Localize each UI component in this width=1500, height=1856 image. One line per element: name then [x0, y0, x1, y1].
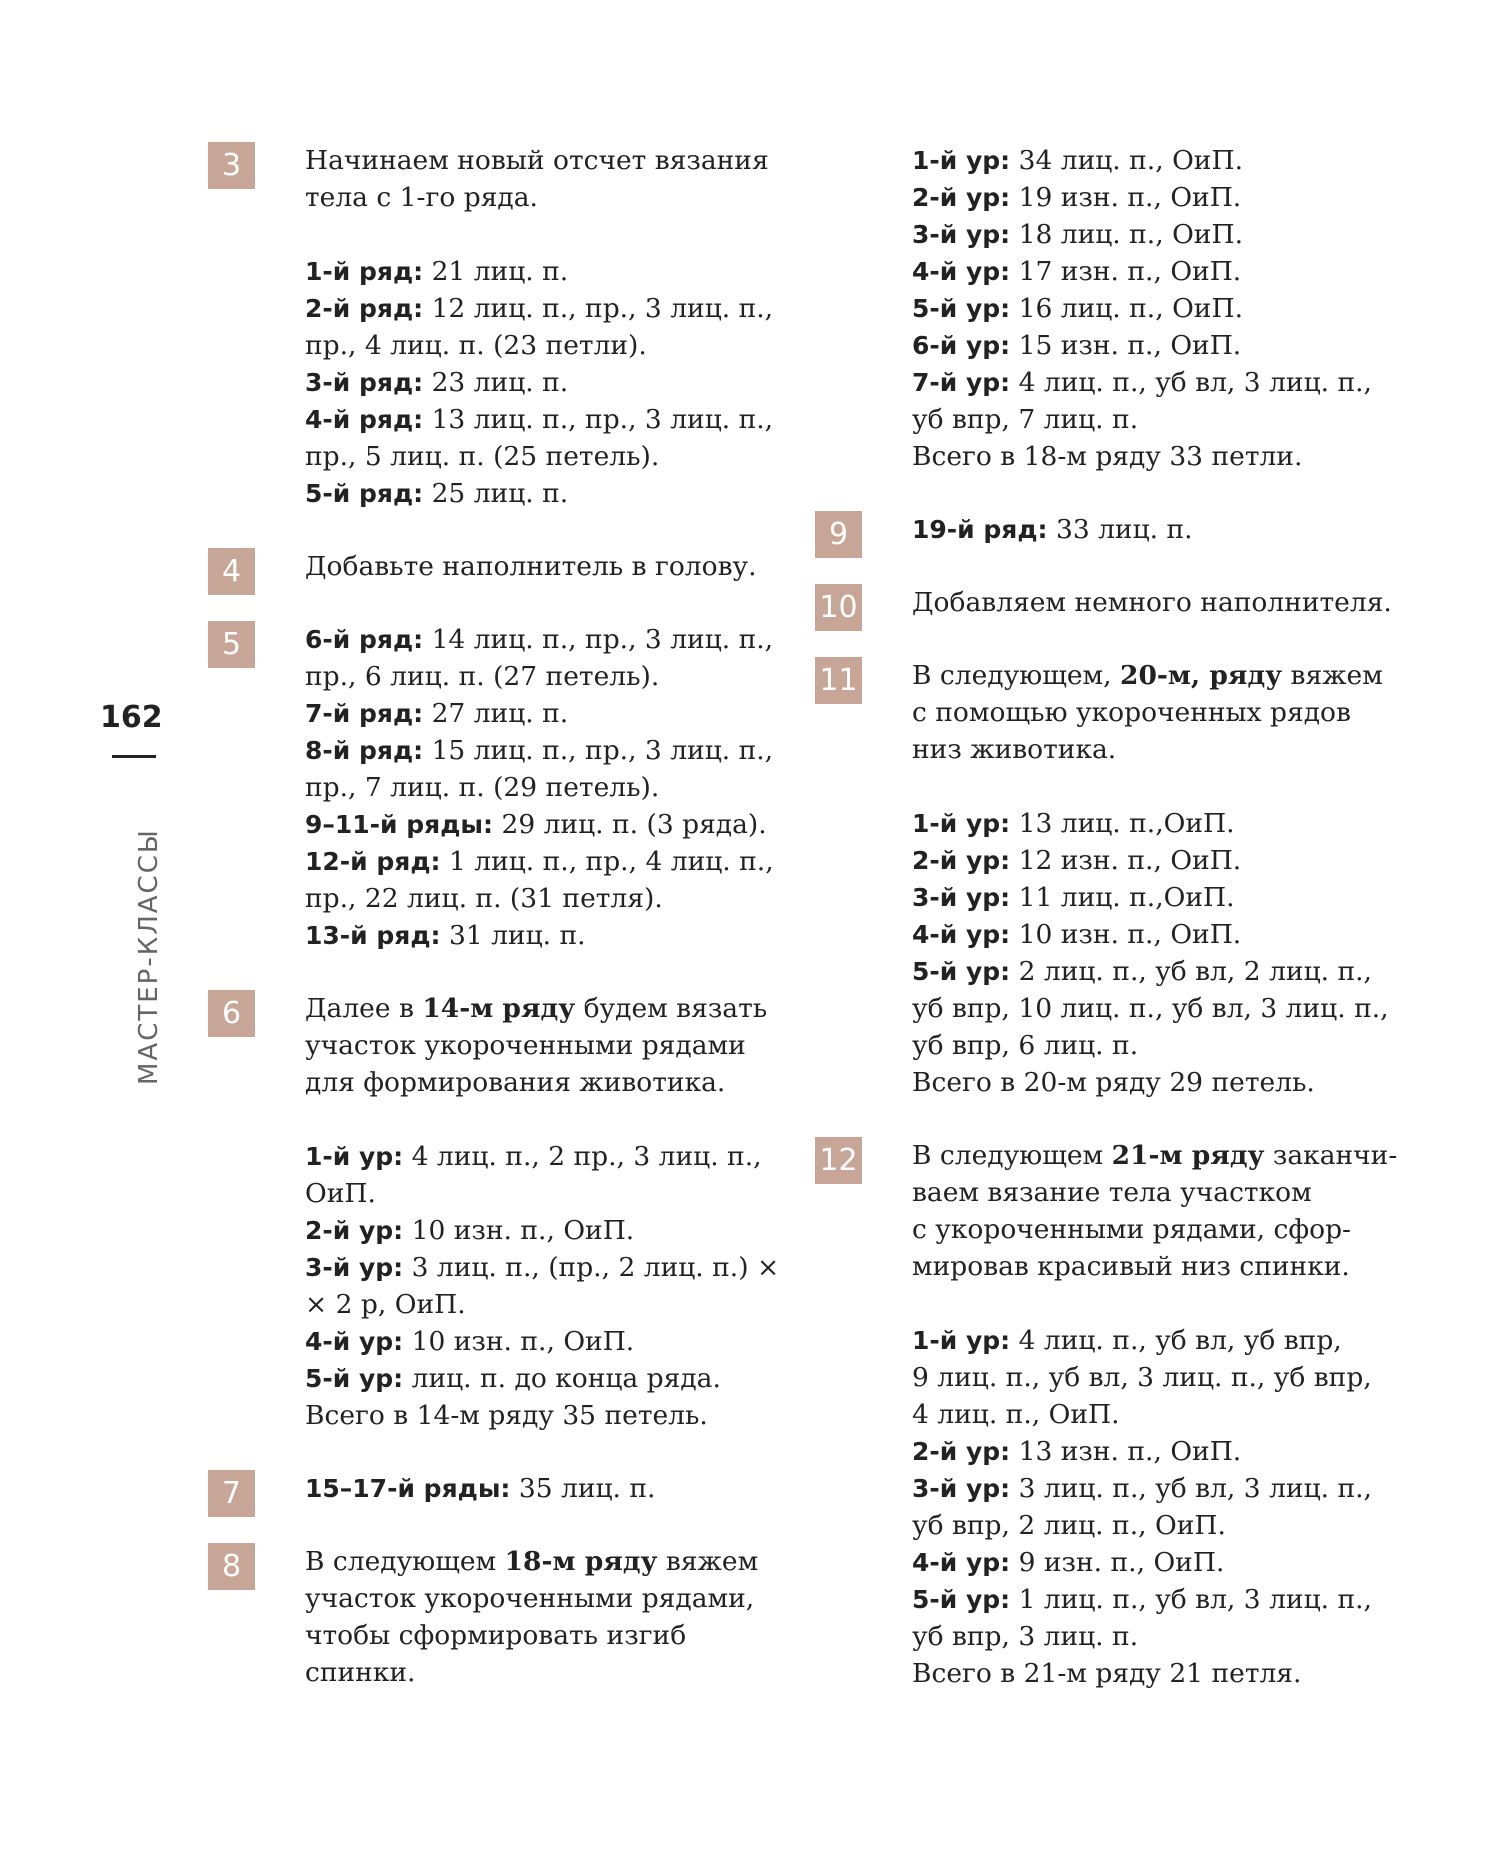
step-body [305, 1470, 788, 1507]
row-label: 12-й ряд: [305, 847, 441, 876]
step-number-badge: 12 [815, 1137, 862, 1184]
row-label: 5-й ур: [912, 1585, 1011, 1614]
text-run: 12 лиц. п., пр., 3 лиц. п., [423, 293, 774, 324]
text-run: 25 лиц. п. [423, 478, 569, 509]
text-run: участок укороченными рядами, [305, 1583, 755, 1614]
text-run: 27 лиц. п. [423, 698, 569, 729]
text-run: 15 лиц. п., пр., 3 лиц. п., [423, 735, 774, 766]
text-run: мировав красивый низ спинки. [912, 1251, 1350, 1282]
step-body [305, 142, 788, 512]
text-run: 4 лиц. п., 2 пр., 3 лиц. п., [403, 1141, 762, 1172]
step-11 [815, 657, 1425, 1101]
text-run: низ животика. [912, 734, 1117, 765]
text-run: 15 изн. п., ОиП. [1010, 330, 1242, 361]
text-run: 3 лиц. п., уб вл, 3 лиц. п., [1010, 1473, 1372, 1504]
text-run: 29 лиц. п. (3 ряда). [493, 809, 767, 840]
text-run: с помощью укороченных рядов [912, 697, 1351, 728]
text-run: 4 лиц. п., уб вл, 3 лиц. п., [1010, 367, 1372, 398]
step-body [912, 584, 1425, 621]
bold-text: 18-м ряду [504, 1546, 658, 1577]
step-body [912, 142, 1425, 475]
text-run: Начинаем новый отсчет вязания [305, 145, 769, 176]
step-6 [208, 990, 788, 1434]
text-run: 18 лиц. п., ОиП. [1010, 219, 1243, 250]
row-label: 5-й ур: [305, 1364, 404, 1393]
row-label: 1-й ряд: [305, 257, 424, 286]
row-label: 6-й ряд: [305, 625, 424, 654]
step-paragraph [912, 511, 1425, 548]
step-paragraph [305, 1543, 788, 1691]
text-run: В следующем [912, 1140, 1112, 1171]
text-run: уб впр, 6 лиц. п. [912, 1030, 1139, 1061]
text-run: пр., 5 лиц. п. (25 петель). [305, 441, 660, 472]
text-run: уб впр, 10 лиц. п., уб вл, 3 лиц. п., [912, 993, 1389, 1024]
step-paragraph [305, 548, 788, 585]
step-paragraph [305, 142, 788, 216]
row-label: 15–17-й ряды: [305, 1474, 511, 1503]
row-label: 7-й ур: [912, 368, 1011, 397]
text-run: вяжем [657, 1546, 759, 1577]
text-run: 10 изн. п., ОиП. [403, 1326, 635, 1357]
step-number-badge: 10 [815, 584, 862, 631]
text-run: Всего в 18-м ряду 33 петли. [912, 441, 1303, 472]
step-paragraph [912, 584, 1425, 621]
text-run: спинки. [305, 1657, 416, 1688]
row-label: 5-й ряд: [305, 479, 424, 508]
step-paragraph [305, 1470, 788, 1507]
step-4 [208, 548, 788, 589]
row-label: 5-й ур: [912, 957, 1011, 986]
row-label: 1-й ур: [912, 146, 1011, 175]
right-column-steps [815, 511, 1425, 1692]
step-5 [208, 621, 788, 954]
row-label: 1-й ур: [912, 809, 1011, 838]
text-run: 9 изн. п., ОиП. [1010, 1547, 1225, 1578]
text-run: заканчи- [1264, 1140, 1398, 1171]
page-number: 162 [100, 700, 163, 735]
text-run: уб впр, 2 лиц. п., ОиП. [912, 1510, 1226, 1541]
row-label: 8-й ряд: [305, 736, 424, 765]
text-run: В следующем [305, 1546, 505, 1577]
text-run: 12 изн. п., ОиП. [1010, 845, 1242, 876]
row-label: 5-й ур: [912, 294, 1011, 323]
step-number-badge: 7 [208, 1470, 255, 1517]
bold-text: 14-м ряду [422, 993, 576, 1024]
row-label: 2-й ур: [305, 1216, 404, 1245]
row-label: 4-й ряд: [305, 405, 424, 434]
text-run: пр., 7 лиц. п. (29 петель). [305, 772, 660, 803]
row-label: 3-й ряд: [305, 368, 424, 397]
text-run: 21 лиц. п. [423, 256, 569, 287]
row-label: 4-й ур: [912, 920, 1011, 949]
text-run: 2 лиц. п., уб вл, 2 лиц. п., [1010, 956, 1372, 987]
text-run: лиц. п. до конца ряда. [403, 1363, 721, 1394]
text-run: 1 лиц. п., уб вл, 3 лиц. п., [1010, 1584, 1372, 1615]
text-run: Всего в 21-м ряду 21 петля. [912, 1658, 1302, 1689]
text-run: 19 изн. п., ОиП. [1010, 182, 1242, 213]
text-run: 17 изн. п., ОиП. [1010, 256, 1242, 287]
text-run: для формирования животика. [305, 1067, 726, 1098]
text-run: вяжем [1282, 660, 1383, 691]
step-number-badge: 4 [208, 548, 255, 595]
step-paragraph [305, 253, 788, 512]
bold-text: 20-м, ряду [1120, 660, 1283, 691]
text-run: В следующем, [912, 660, 1121, 691]
step-paragraph [305, 1138, 788, 1434]
row-label: 4-й ур: [305, 1327, 404, 1356]
step-number-badge: 6 [208, 990, 255, 1037]
row-label: 2-й ур: [912, 846, 1011, 875]
text-run: × 2 р, ОиП. [305, 1289, 466, 1320]
step-9 [815, 511, 1425, 552]
text-run: 3 лиц. п., (пр., 2 лиц. п.) × [403, 1252, 780, 1283]
step-number-badge: 5 [208, 621, 255, 668]
text-run: ОиП. [305, 1178, 376, 1209]
step-3 [208, 142, 788, 512]
text-run: пр., 22 лиц. п. (31 петля). [305, 883, 663, 914]
row-label: 7-й ряд: [305, 699, 424, 728]
section-label: МАСТЕР-КЛАССЫ [134, 828, 164, 1085]
step-paragraph [912, 805, 1425, 1101]
text-run: 13 лиц. п., пр., 3 лиц. п., [423, 404, 774, 435]
step-body [305, 548, 788, 585]
row-label: 3-й ур: [912, 220, 1011, 249]
step-paragraph [305, 990, 788, 1101]
text-run: 33 лиц. п. [1047, 514, 1193, 545]
bold-text: 21-м ряду [1111, 1140, 1265, 1171]
right-column [815, 142, 1425, 1728]
text-run: 35 лиц. п. [510, 1473, 656, 1504]
step-paragraph [912, 1137, 1425, 1285]
text-run: 10 изн. п., ОиП. [1010, 919, 1242, 950]
step-number-badge: 11 [815, 657, 862, 704]
step-number-badge: 9 [815, 511, 862, 558]
step-body [912, 511, 1425, 548]
text-run: уб впр, 7 лиц. п. [912, 404, 1139, 435]
row-label: 2-й ур: [912, 1437, 1011, 1466]
row-label: 3-й ур: [912, 1474, 1011, 1503]
text-run: 13 изн. п., ОиП. [1010, 1436, 1242, 1467]
text-run: будем вязать [575, 993, 768, 1024]
text-run: 16 лиц. п., ОиП. [1010, 293, 1243, 324]
row-label: 13-й ряд: [305, 921, 441, 950]
text-run: ваем вязание тела участком [912, 1177, 1312, 1208]
text-run: 4 лиц. п., уб вл, уб впр, [1010, 1325, 1342, 1356]
left-column [208, 142, 788, 1727]
text-run: Всего в 20-м ряду 29 петель. [912, 1067, 1315, 1098]
text-run: Далее в [305, 993, 423, 1024]
text-run: уб впр, 3 лиц. п. [912, 1621, 1139, 1652]
step-7 [208, 1470, 788, 1511]
step-body [912, 657, 1425, 1101]
step-continuation [815, 142, 1425, 475]
text-run: 1 лиц. п., пр., 4 лиц. п., [440, 846, 774, 877]
text-run: 31 лиц. п. [440, 920, 586, 951]
step-number-badge: 3 [208, 142, 255, 189]
step-paragraph [912, 1322, 1425, 1692]
text-run: тела с 1-го ряда. [305, 182, 538, 213]
text-run: 10 изн. п., ОиП. [403, 1215, 635, 1246]
row-label: 2-й ур: [912, 183, 1011, 212]
text-run: Всего в 14-м ряду 35 петель. [305, 1400, 708, 1431]
row-label: 2-й ряд: [305, 294, 424, 323]
text-run: 34 лиц. п., ОиП. [1010, 145, 1243, 176]
row-label: 6-й ур: [912, 331, 1011, 360]
step-number-badge: 8 [208, 1543, 255, 1590]
text-run: Добавьте наполнитель в голову. [305, 551, 757, 582]
row-label: 1-й ур: [912, 1326, 1011, 1355]
text-run: Добавляем немного наполнителя. [912, 587, 1392, 618]
step-paragraph [912, 657, 1425, 768]
text-run: участок укороченными рядами [305, 1030, 746, 1061]
step-body [912, 1137, 1425, 1692]
row-label: 9–11-й ряды: [305, 810, 494, 839]
text-run: чтобы сформировать изгиб [305, 1620, 687, 1651]
text-run: 4 лиц. п., ОиП. [912, 1399, 1120, 1430]
step-body [305, 1543, 788, 1691]
step-paragraph [912, 142, 1425, 475]
step-paragraph [305, 621, 788, 954]
step-body [305, 990, 788, 1434]
row-label: 3-й ур: [305, 1253, 404, 1282]
step-body [305, 621, 788, 954]
step-10 [815, 584, 1425, 625]
text-run: 14 лиц. п., пр., 3 лиц. п., [423, 624, 774, 655]
step-8 [208, 1543, 788, 1691]
step-12 [815, 1137, 1425, 1692]
text-run: 9 лиц. п., уб вл, 3 лиц. п., уб впр, [912, 1362, 1372, 1393]
text-run: 11 лиц. п.,ОиП. [1010, 882, 1235, 913]
text-run: 13 лиц. п.,ОиП. [1010, 808, 1235, 839]
row-label: 4-й ур: [912, 1548, 1011, 1577]
text-run: с укороченными рядами, сфор- [912, 1214, 1351, 1245]
text-run: пр., 4 лиц. п. (23 петли). [305, 330, 647, 361]
row-label: 4-й ур: [912, 257, 1011, 286]
row-label: 1-й ур: [305, 1142, 404, 1171]
page-number-rule [112, 755, 156, 758]
row-label: 3-й ур: [912, 883, 1011, 912]
text-run: пр., 6 лиц. п. (27 петель). [305, 661, 660, 692]
row-label: 19-й ряд: [912, 515, 1048, 544]
text-run: 23 лиц. п. [423, 367, 569, 398]
